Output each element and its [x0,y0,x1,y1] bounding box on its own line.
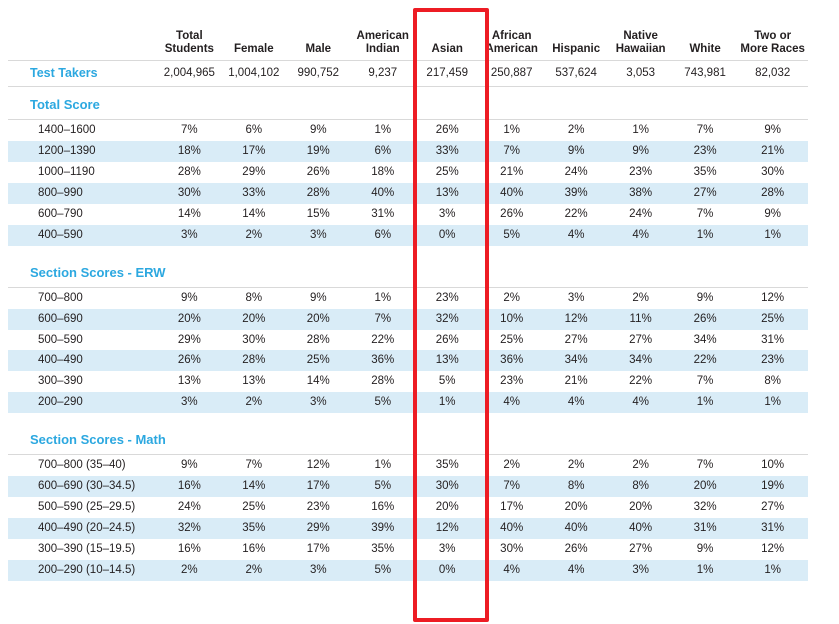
table-row [8,560,808,581]
column-header-native-hawaiian: Native Hawaiian [608,0,672,61]
data-cell: 32% [693,501,717,514]
column-header-male: Male [286,0,350,61]
data-cell: 40% [479,518,543,539]
data-cell: 16% [177,542,201,555]
data-cell: 2% [503,459,520,472]
data-cell: 40% [608,518,672,539]
data-cell: 23% [500,375,524,388]
data-cell: 32% [157,518,221,539]
data-cell: 2% [567,124,585,137]
table-row [8,204,808,225]
data-cell: 4% [608,392,672,413]
data-cell: 36% [479,350,543,371]
data-cell: 20% [286,309,350,330]
data-cell: 9% [764,207,781,220]
data-cell: 30% [242,333,266,346]
data-cell: 3% [438,207,456,220]
cell-test-takers-female: 1,004,102 [222,61,286,87]
row-label: 200–290 [8,392,157,413]
column-header-american-indian: American Indian [351,0,415,61]
data-cell: 28% [286,183,350,204]
data-cell: 1% [737,392,808,413]
data-cell: 30% [500,542,524,555]
data-cell: 27% [673,183,737,204]
data-cell: 19% [286,141,350,162]
row-label: 600–790 [38,207,83,220]
data-cell: 1% [374,459,392,472]
row-label-test-takers: Test Takers [8,61,157,87]
data-cell: 25% [435,166,459,179]
data-cell: 28% [177,166,201,179]
data-cell: 9% [696,291,714,304]
data-cell: 5% [351,560,415,581]
data-cell: 2% [632,291,649,304]
column-header-female: Female [222,0,286,61]
data-cell: 30% [415,476,479,497]
data-cell: 3% [157,225,221,246]
data-cell: 8% [764,375,781,388]
data-cell: 25% [500,333,524,346]
cell-test-takers-two-or-more-races: 82,032 [737,61,808,87]
data-cell: 28% [737,183,808,204]
data-cell: 2% [222,560,286,581]
data-cell: 28% [306,333,330,346]
table-row [8,497,808,518]
data-cell: 31% [673,518,737,539]
data-cell: 4% [479,392,543,413]
data-cell: 12% [761,542,785,555]
data-cell: 35% [222,518,286,539]
section-title-total-score: Total Score [30,97,100,113]
data-cell: 28% [222,350,286,371]
data-cell: 35% [371,542,395,555]
data-cell: 7% [696,375,714,388]
data-cell: 23% [737,350,808,371]
data-cell: 2% [222,225,286,246]
data-cell: 9% [764,124,781,137]
data-cell: 32% [415,309,479,330]
data-cell: 20% [673,476,737,497]
data-cell: 23% [673,141,737,162]
data-cell: 25% [242,501,266,514]
data-cell: 22% [371,333,395,346]
table-row [8,225,808,246]
cell-test-takers-total-students: 2,004,965 [157,61,221,87]
data-cell: 3% [157,392,221,413]
data-cell: 26% [435,124,459,137]
data-cell: 5% [479,225,543,246]
data-cell: 0% [415,225,479,246]
data-cell: 34% [544,350,608,371]
table-row [8,309,808,330]
data-cell: 38% [608,183,672,204]
data-cell: 24% [177,501,201,514]
table-row [8,350,808,371]
cell-test-takers-american-indian: 9,237 [351,61,415,87]
data-cell: 34% [608,350,672,371]
data-cell: 17% [222,141,286,162]
data-cell: 6% [245,124,263,137]
data-cell: 2% [632,459,649,472]
table-row [8,330,808,351]
data-cell: 17% [286,476,350,497]
data-cell: 35% [693,166,717,179]
data-cell: 12% [415,518,479,539]
data-cell: 1% [503,124,520,137]
table-body [8,61,808,581]
data-cell: 18% [371,166,395,179]
data-cell: 6% [351,141,415,162]
data-cell: 16% [242,542,266,555]
data-cell: 7% [696,124,714,137]
table-row-test-takers [8,61,808,87]
data-cell: 9% [181,291,198,304]
data-cell: 23% [629,166,653,179]
column-header-white: White [673,0,737,61]
data-cell: 1% [374,124,392,137]
table-row [8,476,808,497]
data-cell: 20% [435,501,459,514]
data-cell: 9% [608,141,672,162]
data-cell: 34% [693,333,717,346]
data-cell: 7% [181,124,198,137]
data-cell: 22% [564,207,588,220]
table-row [8,371,808,392]
section-title-math: Section Scores - Math [30,432,166,448]
row-label: 700–800 [38,291,83,304]
table-row [8,392,808,413]
data-cell: 3% [438,542,456,555]
data-cell: 31% [737,518,808,539]
data-cell: 35% [435,459,459,472]
cell-test-takers-native-hawaiian: 3,053 [608,61,672,87]
data-cell: 24% [564,166,588,179]
data-cell: 27% [629,333,653,346]
row-label: 800–990 [8,183,157,204]
column-header-total-students: Total Students [157,0,221,61]
data-cell: 30% [157,183,221,204]
data-cell: 27% [629,542,653,555]
table-row [8,120,808,141]
data-cell: 40% [479,183,543,204]
data-cell: 12% [544,309,608,330]
data-cell: 20% [157,309,221,330]
row-spacer [8,413,808,422]
column-header-hispanic: Hispanic [544,0,608,61]
data-cell: 22% [673,350,737,371]
data-cell: 1% [673,225,737,246]
data-cell: 4% [479,560,543,581]
data-cell: 7% [696,207,714,220]
data-cell: 26% [564,542,588,555]
data-cell: 3% [567,291,585,304]
data-cell: 9% [696,542,714,555]
data-cell: 26% [306,166,330,179]
sat-score-distribution-table [8,0,808,581]
data-cell: 14% [222,476,286,497]
row-label: 200–290 (10–14.5) [8,560,157,581]
row-label: 500–590 [38,333,83,346]
data-cell: 17% [500,501,524,514]
data-cell: 3% [286,225,350,246]
data-cell: 8% [608,476,672,497]
data-cell: 13% [415,183,479,204]
data-cell: 24% [629,207,653,220]
data-cell: 33% [415,141,479,162]
data-cell: 26% [157,350,221,371]
data-cell: 25% [286,350,350,371]
data-cell: 20% [629,501,653,514]
data-cell: 1% [737,225,808,246]
data-cell: 14% [242,207,266,220]
table-row [8,539,808,560]
data-cell: 33% [222,183,286,204]
data-cell: 8% [245,291,263,304]
section-header-row [8,87,808,118]
data-cell: 25% [737,309,808,330]
data-cell: 6% [351,225,415,246]
cell-test-takers-white: 743,981 [673,61,737,87]
data-cell: 3% [286,560,350,581]
data-cell: 1% [374,291,392,304]
data-cell: 4% [544,392,608,413]
data-cell: 21% [500,166,524,179]
row-label: 500–590 (25–29.5) [38,501,136,514]
data-cell: 4% [608,225,672,246]
data-cell: 13% [177,375,201,388]
section-header-row [8,255,808,286]
data-cell: 26% [435,333,459,346]
table-row [8,183,808,204]
data-cell: 29% [242,166,266,179]
data-cell: 40% [351,183,415,204]
data-cell: 2% [157,560,221,581]
data-cell: 10% [479,309,543,330]
data-cell: 39% [351,518,415,539]
row-label: 400–590 [8,225,157,246]
data-cell: 7% [245,459,263,472]
row-label: 300–390 (15–19.5) [38,542,136,555]
row-label: 1000–1190 [38,166,95,179]
data-cell: 40% [544,518,608,539]
data-cell: 27% [761,501,785,514]
table-header [8,0,808,61]
data-cell: 16% [371,501,395,514]
data-cell: 9% [309,291,327,304]
section-title-erw: Section Scores - ERW [30,264,166,280]
column-header-african-american: African American [479,0,543,61]
table-corner-header [8,0,157,61]
row-label: 600–690 [8,309,157,330]
column-header-asian: Asian [415,0,479,61]
section-header-row [8,422,808,453]
data-cell: 12% [306,459,330,472]
data-cell: 26% [673,309,737,330]
data-cell: 7% [351,309,415,330]
table-row [8,288,808,309]
row-label: 1200–1390 [8,141,157,162]
data-cell: 5% [351,392,415,413]
cell-test-takers-african-american: 250,887 [479,61,543,87]
data-cell: 2% [503,291,520,304]
data-cell: 39% [544,183,608,204]
data-cell: 26% [500,207,524,220]
row-label: 300–390 [38,375,83,388]
data-cell: 11% [608,309,672,330]
cell-test-takers-asian: 217,459 [415,61,479,87]
data-cell: 7% [479,476,543,497]
data-cell: 17% [306,542,330,555]
row-spacer [8,246,808,255]
data-cell: 31% [761,333,785,346]
data-cell: 31% [371,207,395,220]
data-cell: 1% [737,560,808,581]
data-cell: 21% [737,141,808,162]
column-header-row [8,0,808,61]
row-label: 400–490 (20–24.5) [8,518,157,539]
data-cell: 28% [371,375,395,388]
row-label: 600–690 (30–34.5) [8,476,157,497]
data-cell: 27% [564,333,588,346]
data-cell: 14% [306,375,330,388]
data-cell: 2% [222,392,286,413]
data-cell: 36% [351,350,415,371]
data-cell: 0% [415,560,479,581]
table-row [8,455,808,476]
data-cell: 29% [286,518,350,539]
data-cell: 29% [177,333,201,346]
data-cell: 5% [438,375,456,388]
data-cell: 7% [696,459,714,472]
data-cell: 21% [564,375,588,388]
data-cell: 1% [632,124,649,137]
data-cell: 1% [415,392,479,413]
data-cell: 5% [351,476,415,497]
data-cell: 2% [567,459,585,472]
table-row [8,518,808,539]
data-cell: 9% [309,124,327,137]
data-cell: 13% [242,375,266,388]
table-row [8,162,808,183]
data-cell: 3% [608,560,672,581]
data-cell: 19% [737,476,808,497]
data-cell: 20% [222,309,286,330]
row-label: 1400–1600 [38,124,96,137]
data-cell: 30% [761,166,785,179]
table-row [8,141,808,162]
data-cell: 22% [629,375,653,388]
data-cell: 16% [157,476,221,497]
data-cell: 23% [435,291,459,304]
data-cell: 10% [761,459,785,472]
data-cell: 1% [673,392,737,413]
data-cell: 9% [181,459,198,472]
data-cell: 7% [479,141,543,162]
row-label: 700–800 (35–40) [38,459,126,472]
data-cell: 4% [544,225,608,246]
data-cell: 9% [544,141,608,162]
data-cell: 20% [564,501,588,514]
data-cell: 13% [415,350,479,371]
data-cell: 14% [177,207,201,220]
row-label: 400–490 [8,350,157,371]
column-header-two-or-more-races: Two or More Races [737,0,808,61]
data-cell: 1% [673,560,737,581]
data-cell: 12% [761,291,785,304]
cell-test-takers-male: 990,752 [286,61,350,87]
data-cell: 3% [286,392,350,413]
data-cell: 8% [544,476,608,497]
data-cell: 18% [157,141,221,162]
data-cell: 23% [306,501,330,514]
data-cell: 15% [306,207,330,220]
cell-test-takers-hispanic: 537,624 [544,61,608,87]
data-cell: 4% [544,560,608,581]
